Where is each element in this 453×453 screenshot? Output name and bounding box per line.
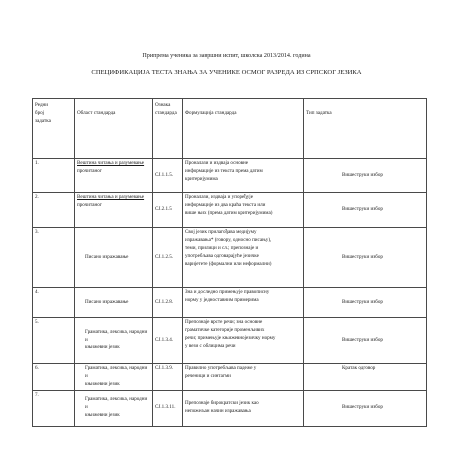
table-header-row <box>33 99 427 159</box>
task-number: 4. <box>33 288 75 318</box>
standard-formulation: Зна и доследно примењује правописну норму у једноставним примерима <box>183 288 304 318</box>
task-type: Вишеструки избор <box>304 318 427 364</box>
document-title: СПЕЦИФИКАЦИЈА ТЕСТА ЗНАЊА ЗА УЧЕНИКЕ ОСМОГ РАЗРЕДА ИЗ СРПСКОГ ЈЕЗИКА <box>91 69 362 76</box>
task-number: 5. <box>33 318 75 364</box>
table-row <box>33 318 427 364</box>
header-area: Област стандарда <box>75 99 153 159</box>
standard-area: Писано изражавање <box>75 228 153 288</box>
table-row <box>33 390 427 426</box>
standard-code: CJ.1.2.8. <box>153 288 183 318</box>
document-subtitle: Припрема ученика за завршни испит, школска 2013/2014. година <box>142 53 311 59</box>
standard-code: CJ.1.1.5. <box>153 159 183 193</box>
task-number: 3. <box>33 228 75 288</box>
standard-formulation: Проналази и издваја основне информације из текста према датим критеријумима <box>183 159 304 193</box>
task-type: Вишеструки избор <box>304 193 427 228</box>
table-row <box>33 228 427 288</box>
standard-area: Писано изражавање <box>75 288 153 318</box>
standard-code: CJ.1.3.9. <box>153 364 183 391</box>
task-number: 2. <box>33 193 75 228</box>
header-task-number: Редни број задатка <box>33 99 75 159</box>
header-formulation: Формулација стандарда <box>183 99 304 159</box>
standard-code: CJ.1.2.5. <box>153 228 183 288</box>
header-code: Ознака стандарда <box>153 99 183 159</box>
task-type: Вишеструки избор <box>304 228 427 288</box>
standard-formulation: Препознаје бирократски језик као непожељан начин изражавања <box>183 390 304 426</box>
standard-formulation: Препознаје врсте речи; зна основне граматичке категорије променљивих речи; примењује књижевнојезичку норму у вези с облицима речи <box>183 318 304 364</box>
table-row <box>33 159 427 193</box>
standard-area: Граматика, лексика, народни и књижевни језик <box>75 364 153 391</box>
table-row <box>33 288 427 318</box>
task-type: Кратак одговор <box>304 364 427 391</box>
task-type: Вишеструки избор <box>304 390 427 426</box>
standard-code: CJ.2.1.5 <box>153 193 183 228</box>
table-row <box>33 364 427 391</box>
standard-formulation: Свој језик прилагођава медијуму изражавања* (говору, односно писању), теми, прилици и сл.; препознаје и употребљава одговарајуће језичке варијетете (формални или неформални) <box>183 228 304 288</box>
table-row <box>33 193 427 228</box>
task-number: 7. <box>33 390 75 426</box>
standard-formulation: Правилно употребљава падеже у реченици и синтагми <box>183 364 304 391</box>
task-number: 6. <box>33 364 75 391</box>
header-task-type: Тип задатка <box>304 99 427 159</box>
task-number: 1. <box>33 159 75 193</box>
standard-area: Граматика, лексика, народни и књижевни језик <box>75 318 153 364</box>
task-type: Вишеструки избор <box>304 159 427 193</box>
standard-area: Граматика, лексика, народни и књижевни језик <box>75 390 153 426</box>
task-type: Вишеструки избор <box>304 288 427 318</box>
standard-area: Вештина читања и разумевање прочитаног <box>75 193 153 228</box>
standard-code: CJ.1.3.11. <box>153 390 183 426</box>
standard-formulation: Проналази, издваја и упоређује информације из два краћа текста или више њих (према датим критеријумима) <box>183 193 304 228</box>
specification-table <box>32 98 427 427</box>
standard-code: CJ.1.3.4. <box>153 318 183 364</box>
standard-area: Вештина читања и разумевање прочитаног <box>75 159 153 193</box>
